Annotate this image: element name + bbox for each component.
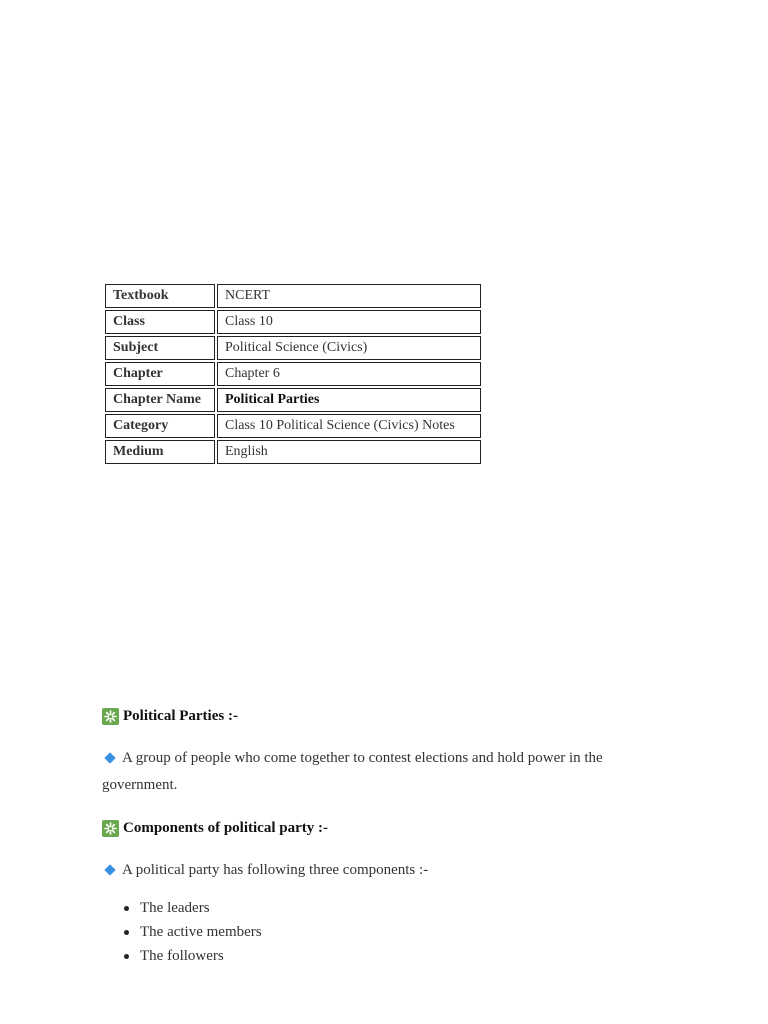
row-label: Chapter xyxy=(105,362,215,386)
table-row xyxy=(105,310,481,334)
table-row xyxy=(105,284,481,308)
paragraph-text: A group of people who come together to contest elections and hold power in the government. xyxy=(102,750,603,793)
list-item: The followers xyxy=(102,944,662,968)
list-item: The leaders xyxy=(102,896,662,920)
definition-paragraph xyxy=(102,745,662,799)
table-row xyxy=(105,388,481,412)
section-heading xyxy=(102,816,662,840)
section-heading xyxy=(102,704,662,728)
row-value: Class 10 Political Science (Civics) Notes xyxy=(217,414,481,438)
heading-text: Components of political party :- xyxy=(123,819,328,836)
row-value: English xyxy=(217,440,481,464)
row-label: Medium xyxy=(105,440,215,464)
notes-content xyxy=(102,704,662,968)
row-label: Class xyxy=(105,310,215,334)
components-paragraph xyxy=(102,857,662,884)
row-value: NCERT xyxy=(217,284,481,308)
sparkle-icon xyxy=(102,820,119,837)
row-label: Subject xyxy=(105,336,215,360)
table-row xyxy=(105,362,481,386)
components-list xyxy=(102,896,662,968)
heading-text: Political Parties :- xyxy=(123,707,238,724)
table-row xyxy=(105,440,481,464)
table-row xyxy=(105,414,481,438)
sparkle-icon xyxy=(102,708,119,725)
row-value: Chapter 6 xyxy=(217,362,481,386)
blue-diamond-icon xyxy=(104,752,115,763)
chapter-info-table xyxy=(103,282,483,466)
blue-diamond-icon xyxy=(104,864,115,875)
paragraph-text: A political party has following three components :- xyxy=(122,862,429,878)
row-label: Chapter Name xyxy=(105,388,215,412)
row-value: Political Science (Civics) xyxy=(217,336,481,360)
row-value: Political Parties xyxy=(217,388,481,412)
list-item: The active members xyxy=(102,920,662,944)
row-label: Category xyxy=(105,414,215,438)
row-value: Class 10 xyxy=(217,310,481,334)
table-row xyxy=(105,336,481,360)
row-label: Textbook xyxy=(105,284,215,308)
